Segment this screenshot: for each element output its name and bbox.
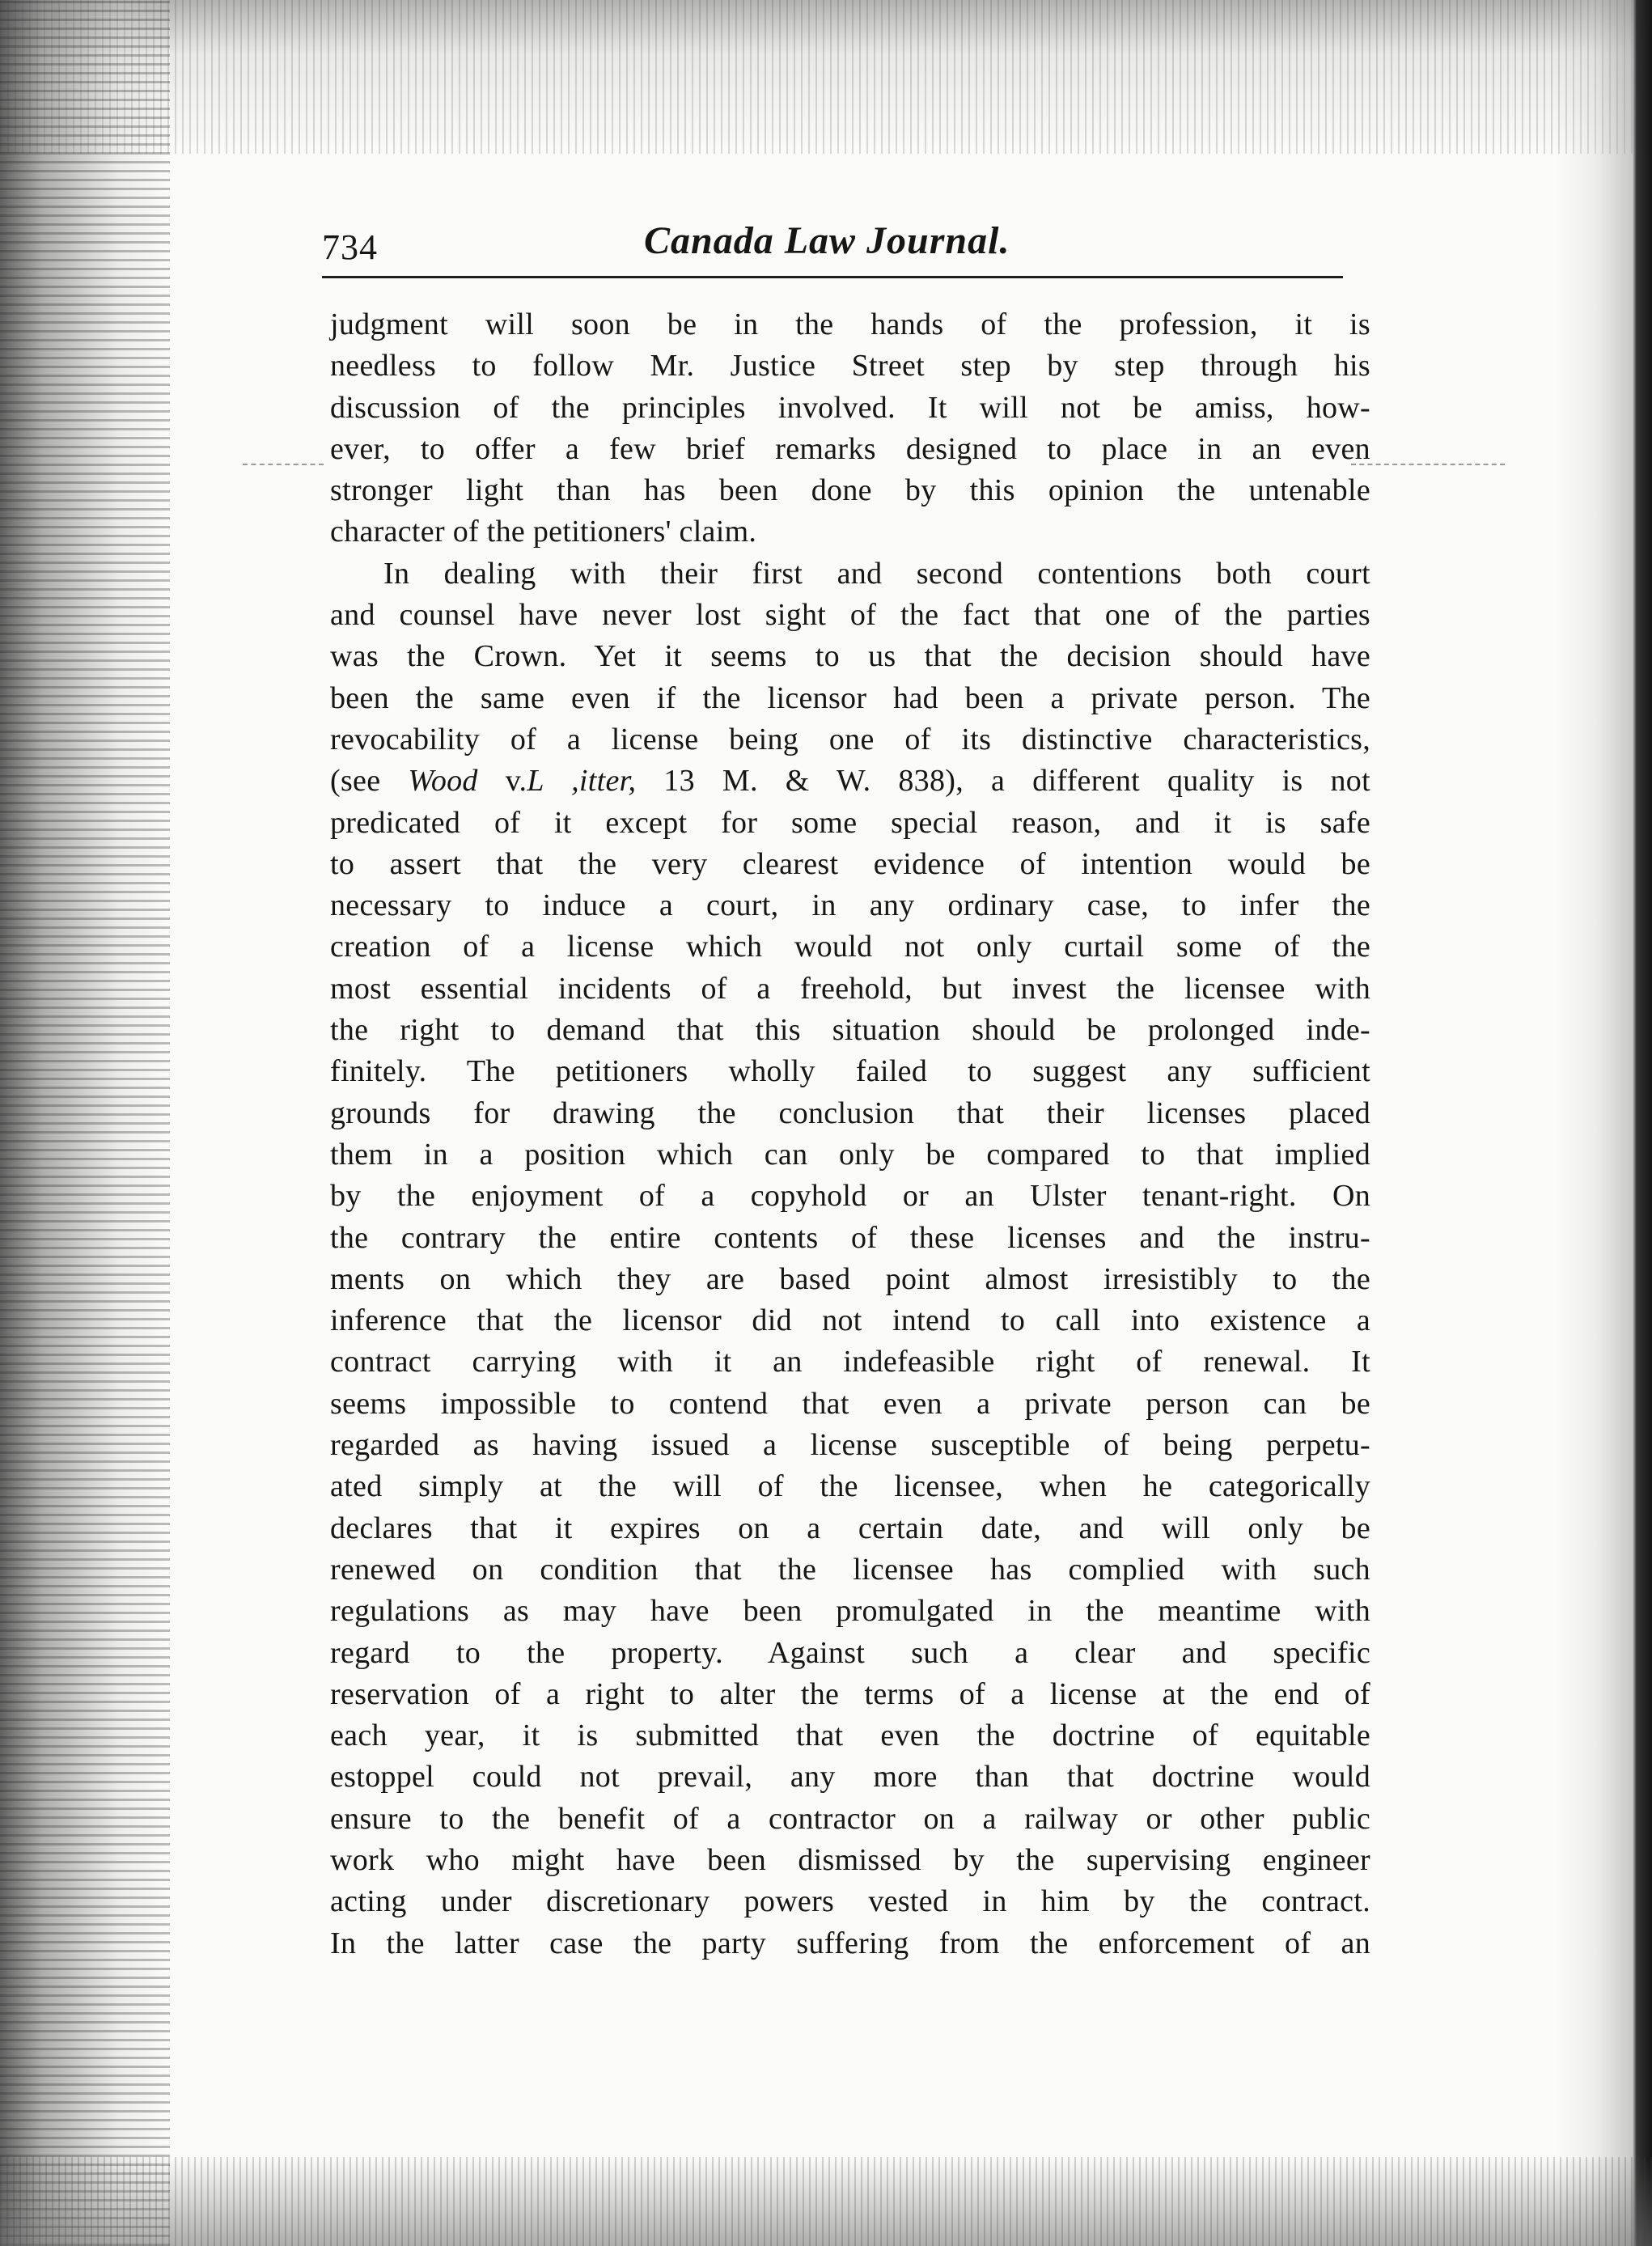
text-line: to assert that the very clearest evidence of intention would be <box>330 846 1370 881</box>
citation-rest: 13 M. & W. 838), a different quality is not <box>663 764 1370 799</box>
citation-open: (see <box>330 764 381 799</box>
text-line: declares that it expires on a certain date, and will only be <box>330 1511 1370 1545</box>
running-header <box>322 218 1341 275</box>
header-rule <box>322 276 1343 278</box>
text-line: reservation of a right to alter the terms of a license at the end of <box>330 1676 1370 1711</box>
text-line: most essential incidents of a freehold, but invest the licensee with <box>330 971 1370 1006</box>
text-line: regarded as having issued a license susceptible of being perpetu- <box>330 1428 1370 1463</box>
scan-shadow-top <box>0 0 1652 154</box>
text-line: the right to demand that this situation should be prolonged inde- <box>330 1013 1370 1048</box>
text-line: creation of a license which would not only curtail some of the <box>330 930 1370 964</box>
case-name-first: Wood <box>408 764 478 799</box>
case-versus: v. <box>505 764 527 799</box>
text-line: grounds for drawing the conclusion that their licenses placed <box>330 1095 1370 1130</box>
text-line: revocability of a license being one of its distinctive characteristics, <box>330 722 1370 756</box>
text-line: estoppel could not prevail, any more than that doctrine would <box>330 1760 1370 1795</box>
text-line: by the enjoyment of a copyhold or an Ulster tenant-right. On <box>330 1179 1370 1214</box>
text-line: seems impossible to contend that even a private person can be <box>330 1386 1370 1421</box>
text-line: each year, it is submitted that even the doctrine of equitable <box>330 1718 1370 1753</box>
text-line: acting under discretionary powers vested in him by the contract. <box>330 1884 1370 1919</box>
text-line: In the latter case the party suffering from the enforcement of an <box>330 1926 1370 1960</box>
scan-shadow-left <box>0 0 170 2246</box>
text-line: regulations as may have been promulgated in the meantime with <box>330 1594 1370 1629</box>
text-line: ensure to the benefit of a contractor on a railway or other public <box>330 1801 1370 1836</box>
text-line: finitely. The petitioners wholly failed to suggest any sufficient <box>330 1054 1370 1089</box>
text-line: predicated of it except for some special reason, and it is safe <box>330 805 1370 840</box>
text-line: character of the petitioners' claim. <box>330 515 757 549</box>
text-line: ever, to offer a few brief remarks designed to place in an even <box>330 431 1370 466</box>
text-line: needless to follow Mr. Justice Street step by step through his <box>330 349 1370 384</box>
scan-rule-mark-right <box>1351 464 1505 465</box>
paragraph-start-line: In dealing with their first and second contentions both court <box>383 556 1370 591</box>
text-line: was the Crown. Yet it seems to us that the decision should have <box>330 639 1370 674</box>
citation-line <box>330 761 1370 802</box>
scan-shadow-bottom <box>0 2157 1652 2246</box>
scan-rule-mark-left <box>243 464 324 465</box>
text-line: them in a position which can only be compared to that implied <box>330 1137 1370 1172</box>
text-line: renewed on condition that the licensee has complied with such <box>330 1552 1370 1587</box>
text-line: stronger light than has been done by this opinion the untenable <box>330 473 1370 508</box>
text-line: the contrary the entire contents of these licenses and the instru- <box>330 1220 1370 1255</box>
text-line: and counsel have never lost sight of the fact that one of the parties <box>330 598 1370 633</box>
article-body <box>330 304 1370 1964</box>
text-line: ments on which they are based point almost irresistibly to the <box>330 1261 1370 1296</box>
text-line: judgment will soon be in the hands of the profession, it is <box>330 307 1370 341</box>
case-name-second: L ,itter, <box>527 764 637 799</box>
text-line: contract carrying with it an indefeasible right of renewal. It <box>330 1345 1370 1379</box>
text-line: been the same even if the licensor had been a private person. The <box>330 680 1370 715</box>
text-line: inference that the licensor did not intend to call into existence a <box>330 1303 1370 1338</box>
text-line: necessary to induce a court, in any ordinary case, to infer the <box>330 888 1370 923</box>
journal-title: Canada Law Journal. <box>644 219 1010 262</box>
text-line: ated simply at the will of the licensee, when he categorically <box>330 1469 1370 1504</box>
text-line: regard to the property. Against such a clear and specific <box>330 1635 1370 1670</box>
page-number: 734 <box>322 227 378 267</box>
text-line: discussion of the principles involved. It will not be amiss, how- <box>330 390 1370 425</box>
scan-shadow-right <box>1555 0 1652 2246</box>
text-line: work who might have been dismissed by the supervising engineer <box>330 1842 1370 1877</box>
